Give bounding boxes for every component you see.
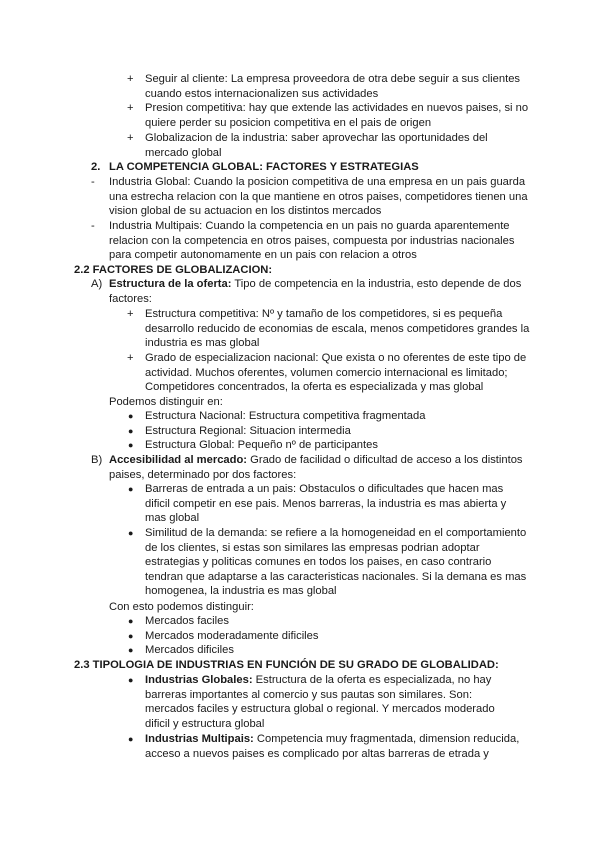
plus-marker: + — [127, 352, 134, 364]
distinguish-line: Podemos distinguir en: — [109, 396, 223, 408]
lettered-item-bold: Estructura de la oferta: — [109, 278, 232, 290]
plus-marker: + — [127, 132, 134, 144]
lettered-item-bold: Accesibilidad al mercado: — [109, 454, 248, 466]
bullet-marker: ● — [128, 616, 134, 626]
list-item-text: Industria Multipais: Cuando la competencia en un pais no guarda aparentemente relacion con la competencia en otros paises, compuesta por industrias nacionales para competir autonomamente en un pais con relacion a otros — [109, 220, 515, 262]
section-number: 2. — [91, 161, 101, 173]
list-item-text: Seguir al cliente: La empresa proveedora de otra debe seguir a sus clientes cuando estos internacionalizen sus actividades — [145, 73, 521, 100]
bullet-body: Competencia muy fragmentada, dimension reducida, acceso a nuevos paises es complicado por altas barreras de etrada y — [145, 733, 520, 760]
list-item-text: Globalizacion de la industria: saber aprovechar las oportunidades del mercado global — [145, 132, 488, 159]
list-item-text: Presion competitiva: hay que extende las actividades en nuevos paises, si no quiere perder su posicion competitiva en el pais de origen — [145, 102, 529, 129]
lettered-item-text — [109, 453, 529, 482]
lettered-item-body: Tipo de competencia en la industria, esto depende de dos factores: — [109, 278, 522, 305]
section-heading: 2.2 FACTORES DE GLOBALIZACION: — [74, 264, 273, 276]
section-title: LA COMPETENCIA GLOBAL: FACTORES Y ESTRATEGIAS — [109, 161, 419, 173]
bullet-text: Similitud de la demanda: se refiere a la homogeneidad en el comportamiento de los clientes, si estas son similares las empresas podrian adoptar estrategias y politicas comunes en todos los paises, en caso contrario tendran que adaptarse a las caracteristicas nacionales. Si la demana es mas homogenea, la industria es mas global — [145, 527, 527, 598]
bullet-text: Barreras de entrada a un pais: Obstaculos o dificultades que hacen mas dificil competir en ese pais. Menos barreras, la industria es mas abierta y mas global — [145, 483, 507, 525]
bullet-text: Estructura Global: Pequeño nº de participantes — [145, 439, 378, 451]
list-item-text: Industria Global: Cuando la posicion competitiva de una empresa en un pais guarda una estrecha relacion con la que mantiene en otros paises, competidores tienen una vision global de su actuacion en los distintos mercados — [109, 176, 528, 218]
lettered-item-text — [109, 277, 524, 306]
dash-marker: - — [91, 176, 95, 188]
bullet-marker: ● — [128, 645, 134, 655]
dash-marker: - — [91, 220, 95, 232]
bullet-text: Mercados moderadamente dificiles — [145, 630, 319, 642]
bullet-text: Mercados faciles — [145, 615, 229, 627]
list-item-text: Grado de especializacion nacional: Que exista o no oferentes de este tipo de actividad. Muchos oferentes, volumen comercio internacional es limitado; Competidores concentrados, la oferta es especializada y mas global — [145, 352, 527, 394]
distinguish-line: Con esto podemos distinguir: — [109, 601, 254, 613]
plus-marker: + — [127, 102, 134, 114]
plus-marker: + — [127, 73, 134, 85]
bullet-bold: Industrias Globales: — [145, 674, 253, 686]
bullet-text — [145, 732, 523, 761]
bullet-marker: ● — [128, 484, 134, 494]
bullet-text: Estructura Regional: Situacion intermedia — [145, 425, 351, 437]
letter-marker: A) — [91, 278, 103, 290]
letter-marker: B) — [91, 454, 103, 466]
bullet-text: Mercados dificiles — [145, 644, 234, 656]
bullet-marker: ● — [128, 675, 134, 685]
bullet-text: Estructura Nacional: Estructura competitiva fragmentada — [145, 410, 426, 422]
bullet-marker: ● — [128, 528, 134, 538]
bullet-body: Estructura de la oferta es especializada, no hay barreras importantes al comercio y sus pautas son similares. Son: mercados faciles y estructura global o regional. Y mercados moderado dificil y estructura global — [145, 674, 495, 730]
bullet-marker: ● — [128, 426, 134, 436]
plus-marker: + — [127, 308, 134, 320]
bullet-marker: ● — [128, 440, 134, 450]
section-heading: 2.3 TIPOLOGIA DE INDUSTRIAS EN FUNCIÓN DE SU GRADO DE GLOBALIDAD: — [74, 659, 499, 671]
bullet-text — [145, 673, 520, 731]
bullet-marker: ● — [128, 734, 134, 744]
bullet-marker: ● — [128, 631, 134, 641]
list-item-text: Estructura competitiva: Nº y tamaño de los competidores, si es pequeña desarrollo reducido de economias de escala, menos competidores grandes la industria es mas global — [145, 308, 530, 350]
bullet-bold: Industrias Multipais: — [145, 733, 254, 745]
lettered-item-body: Grado de facilidad o dificultad de acceso a los distintos paises, determinado por dos factores: — [109, 454, 523, 481]
bullet-marker: ● — [128, 411, 134, 421]
